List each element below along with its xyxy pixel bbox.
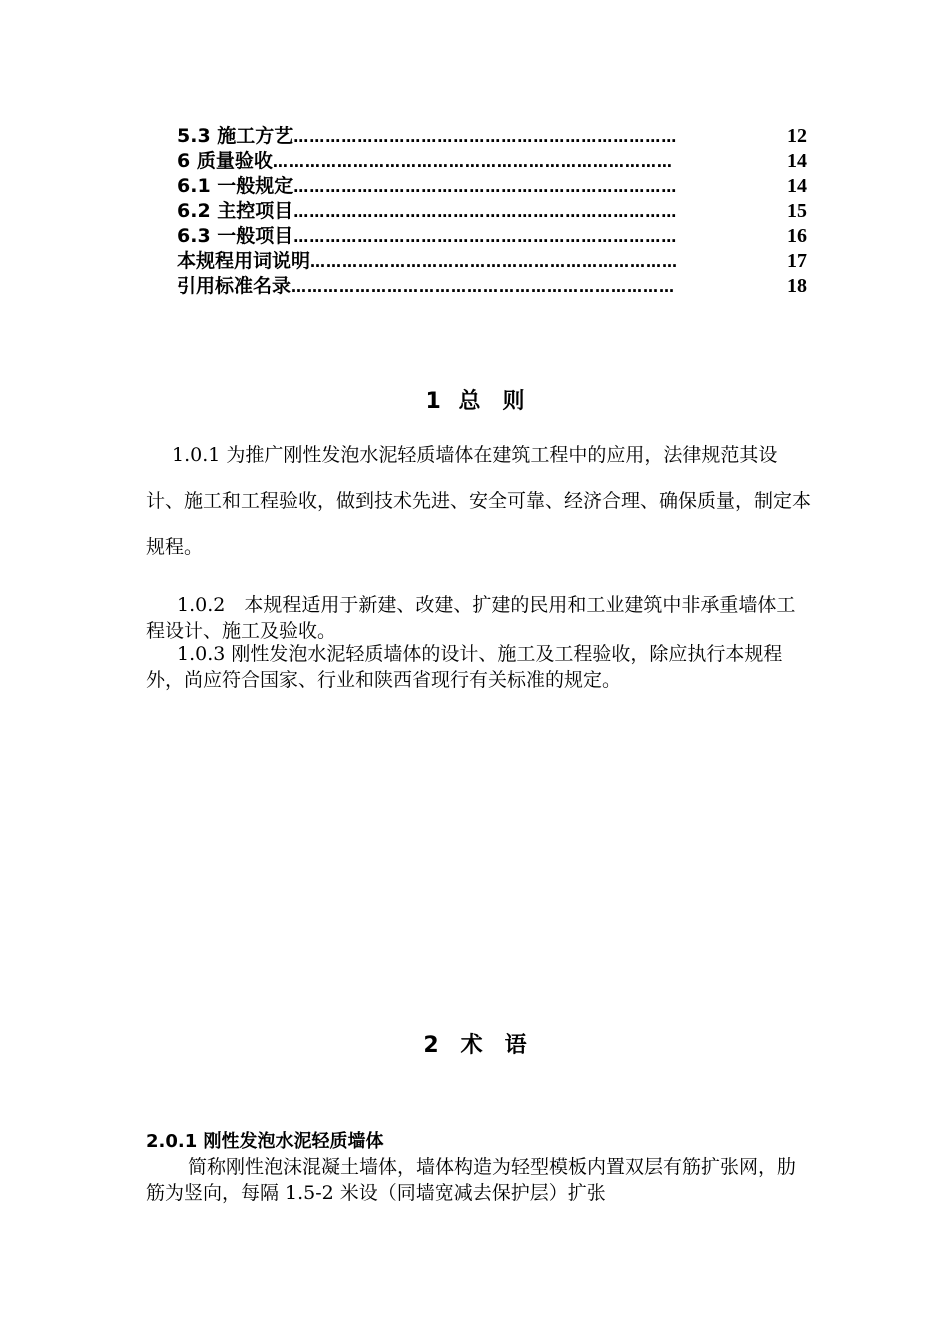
toc-leader-dots: ……………………………………………………………… [293,203,678,221]
chapter-2-heading: 2 术 语 [423,1033,527,1058]
toc-leader-dots: ………………………………………………………………… [272,153,673,171]
clause-1-0-1: 1.0.1 为推广刚性发泡水泥轻质墙体在建筑工程中的应用，法律规范其设计、施工和工程验收，做到技术先进、安全可靠、经济合理、确保质量，制定本规程。 [146,444,812,558]
toc-entry-title: 6.1 一般规定 [177,175,294,197]
toc-leader-dots: …………………………………………………………… [310,253,679,271]
toc-entry[interactable] [177,149,807,174]
toc-page-number: 15 [787,200,807,222]
toc-page-number: 14 [787,150,807,172]
toc-entry[interactable] [177,124,807,149]
toc-entry[interactable] [177,224,807,249]
clause-1-0-3: 1.0.3 刚性发泡水泥轻质墙体的设计、施工及工程验收，除应执行本规程外，尚应符合国家、行业和陕西省现行有关标准的规定。 [146,643,783,691]
toc-entry[interactable] [177,274,807,299]
toc-page-number: 16 [787,225,807,247]
toc-entry-title: 5.3 施工方艺 [177,125,294,147]
table-of-contents [177,124,807,299]
toc-entry-title: 6 质量验收 [177,150,273,172]
toc-entry-title: 本规程用词说明 [177,250,311,272]
chapter-1-heading: 1 总 则 [425,389,525,414]
toc-page-number: 12 [787,125,807,147]
toc-entry[interactable] [177,249,807,274]
toc-page-number: 18 [787,275,807,297]
term-2-0-1-heading: 2.0.1 刚性发泡水泥轻质墙体 [146,1131,384,1152]
toc-leader-dots: ……………………………………………………………… [293,178,678,196]
toc-leader-dots: ……………………………………………………………… [293,128,678,146]
toc-page-number: 17 [787,250,807,272]
term-2-0-1-definition: 简称刚性泡沫混凝土墙体，墙体构造为轻型模板内置双层有筋扩张网，肋筋为竖向，每隔 1.5-2 米设（同墙宽减去保护层）扩张 [146,1156,797,1204]
toc-entry-title: 6.2 主控项目 [177,200,294,222]
toc-leader-dots: ……………………………………………………………… [293,228,678,246]
clause-1-0-2: 1.0.2 本规程适用于新建、改建、扩建的民用和工业建筑中非承重墙体工程设计、施工及验收。 [146,594,796,642]
toc-leader-dots: ……………………………………………………………… [291,278,676,296]
toc-page-number: 14 [787,175,807,197]
toc-entry-title: 引用标准名录 [177,275,292,297]
toc-entry[interactable] [177,174,807,199]
toc-entry-title: 6.3 一般项目 [177,225,294,247]
toc-entry[interactable] [177,199,807,224]
